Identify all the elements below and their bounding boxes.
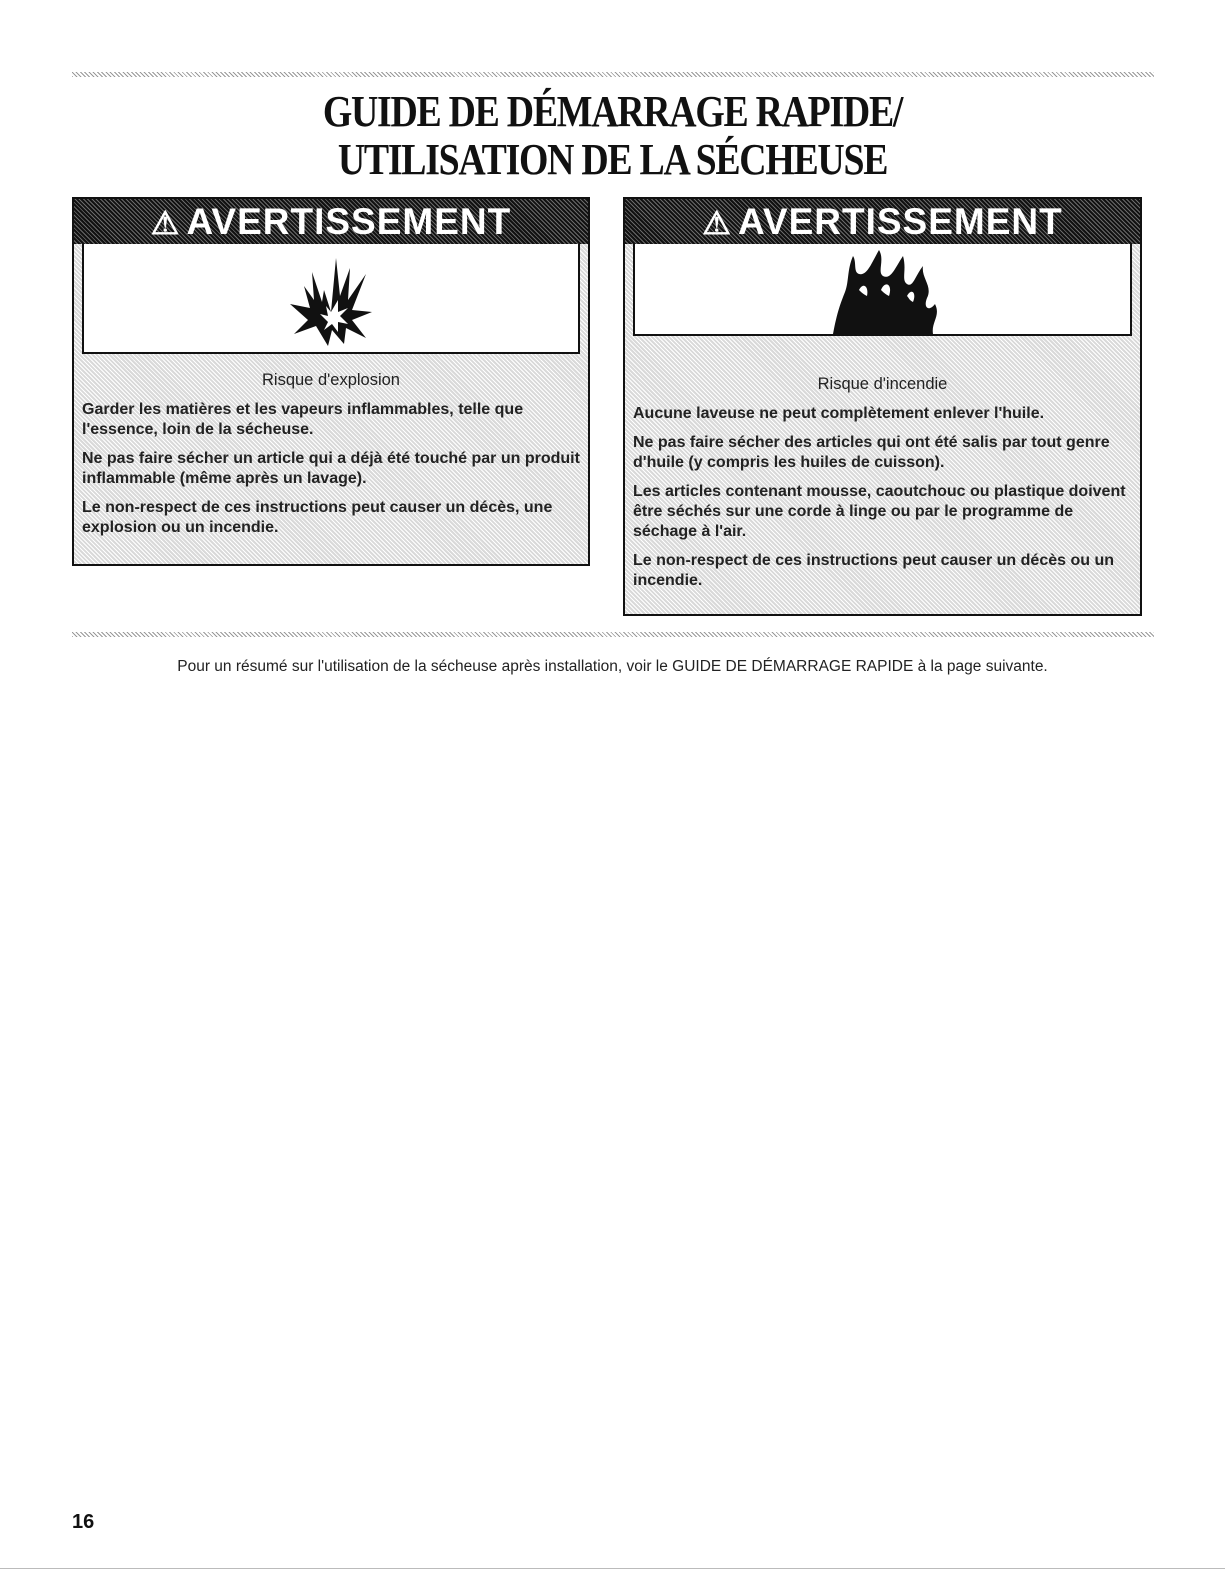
warning-box-explosion — [72, 197, 590, 566]
fire-icon — [823, 246, 943, 336]
warning-heading: AVERTISSEMENT — [186, 201, 512, 242]
warning-paragraph: Le non-respect de ces instructions peut causer un décès, une explosion ou un incendie. — [82, 499, 553, 536]
warning-subtitle: Risque d'explosion — [262, 371, 400, 389]
warning-subtitle: Risque d'incendie — [817, 375, 948, 393]
warning-paragraph: Aucune laveuse ne peut complètement enlever l'huile. — [633, 405, 1045, 422]
warning-box-fire — [623, 197, 1142, 616]
reference-note: Pour un résumé sur l'utilisation de la sécheuse après installation, voir le GUIDE DE DÉMARRAGE RAPIDE à la page suivante. — [177, 658, 1048, 675]
warning-triangle-icon: ⚠ — [150, 205, 181, 241]
warning-body — [82, 371, 580, 547]
title-line-2: UTILISATION DE LA SÉCHEUSE — [337, 135, 888, 184]
title-line-1: GUIDE DE DÉMARRAGE RAPIDE/ — [322, 87, 903, 136]
page-number: 16 — [72, 1511, 95, 1533]
warning-body — [633, 375, 1132, 600]
warning-paragraph: Garder les matières et les vapeurs inflammables, telle que l'essence, loin de la sécheuse. — [82, 401, 524, 438]
warning-paragraph: Les articles contenant mousse, caoutchouc ou plastique doivent être séchés sur une corde à linge ou par le programme de séchage à l'air. — [633, 483, 1126, 540]
warning-pictogram-area — [82, 244, 580, 354]
warning-paragraph: Ne pas faire sécher un article qui a déjà été touché par un produit inflammable (même après un lavage). — [82, 450, 580, 487]
warning-pictogram-area — [633, 244, 1132, 336]
top-rule — [72, 72, 1154, 77]
warning-triangle-icon: ⚠ — [702, 205, 732, 241]
bottom-rule — [0, 1568, 1225, 1569]
warning-paragraph: Ne pas faire sécher des articles qui ont été salis par tout genre d'huile (y compris les huiles de cuisson). — [633, 434, 1110, 471]
warning-heading: AVERTISSEMENT — [737, 201, 1063, 242]
middle-rule — [72, 632, 1154, 637]
warning-header — [74, 199, 588, 244]
explosion-icon — [286, 250, 376, 350]
page-title — [86, 88, 1140, 184]
warning-paragraph: Le non-respect de ces instructions peut causer un décès ou un incendie. — [633, 552, 1114, 589]
warning-header — [625, 199, 1140, 244]
